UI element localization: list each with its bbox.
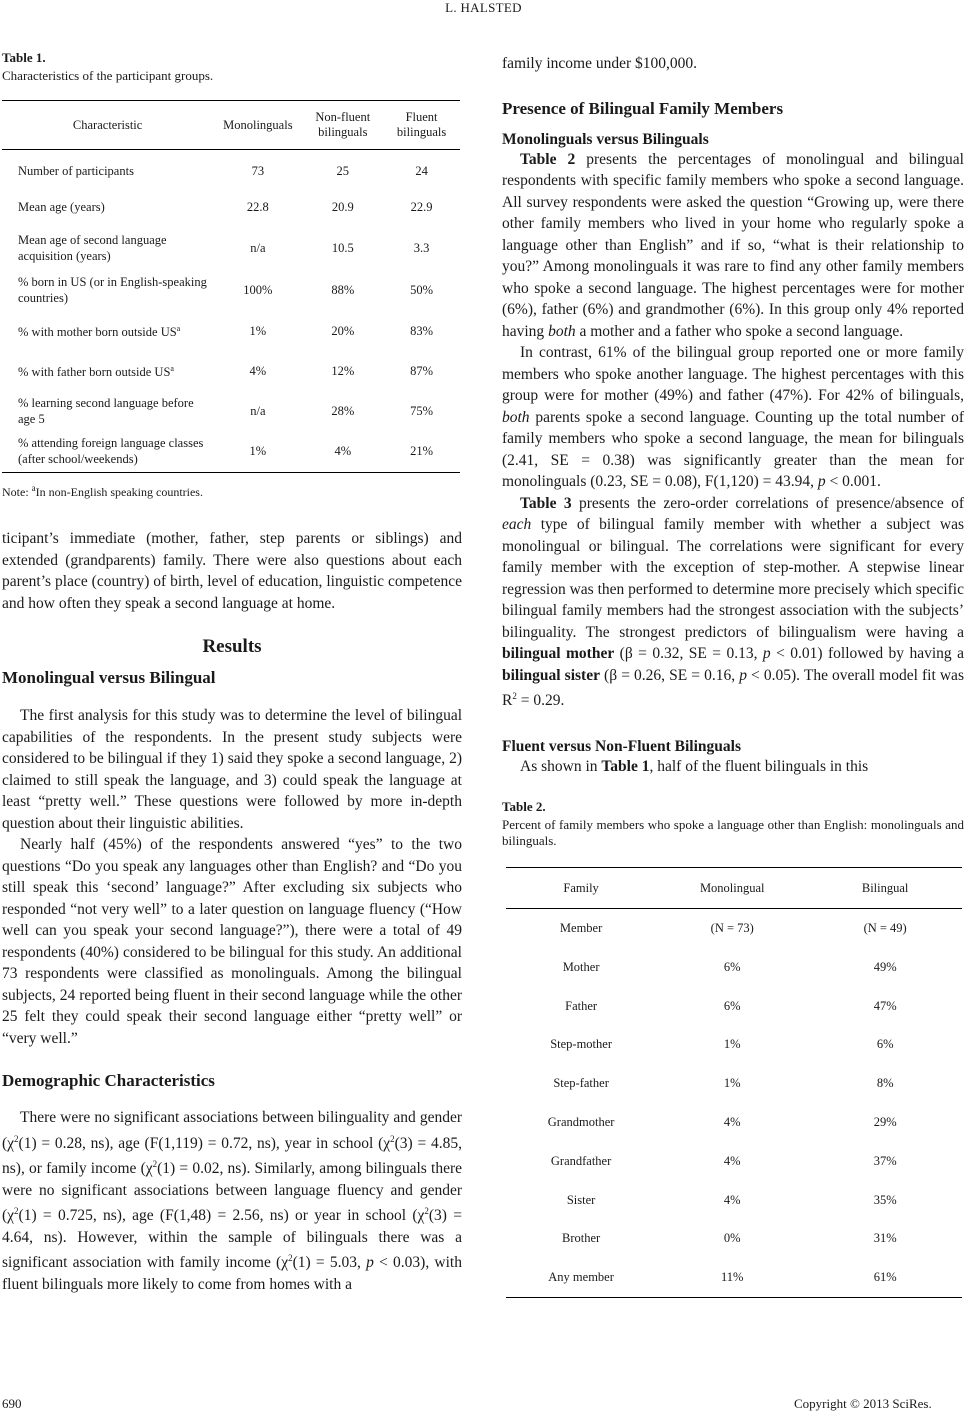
demo-text-2: (1) = 0.28, ns), age (F(1,119) = 0.72, ns), year in school (χ xyxy=(18,1134,391,1152)
table1-cell: 50% xyxy=(410,282,434,297)
table1-row xyxy=(2,269,460,311)
table2-row-label: Sister xyxy=(566,1192,596,1207)
table2-caption-text: Percent of family members who spoke a language other than English: monolinguals and bilinguals. xyxy=(502,817,964,849)
table2-cell: 6% xyxy=(723,959,741,974)
table1-row-label-text: % with father born outside US xyxy=(18,365,171,380)
t3para-p2: p xyxy=(739,666,747,684)
demo-sup-4: 2 xyxy=(14,1206,19,1217)
demo-text-1: There were no significant associations between bilinguality and gender (χ xyxy=(2,1109,462,1152)
table1-row-label xyxy=(2,227,213,269)
table1-cell: 20.9 xyxy=(331,200,354,214)
table1-row-label-text: Mean age (years) xyxy=(18,200,105,214)
table1-cell: 4% xyxy=(334,444,352,459)
table2-cell: 35% xyxy=(873,1192,897,1207)
t2para-text-a: presents the percentages of monolingual and bilingual respondents with specific family members who spoke a second language. All survey respondents were asked the question “Growing up, were there other family members who lived in your home who regularly spoke a language other than English” and if so, “what is their relationship to you?” Among monolinguals it was rare to find any other family members who spoke a second language. The highest percentages were for mother (6%), father (6%) and grandmother (6%). In this group only 4% reported having xyxy=(502,150,964,340)
table2-row xyxy=(506,948,962,987)
table1-cell: 12% xyxy=(331,363,355,378)
table1-cell: 75% xyxy=(410,403,434,418)
table2-cell: 11% xyxy=(721,1270,744,1285)
paragraph-income-continued: family income under $100,000. xyxy=(502,55,697,72)
table2-row-label: Step-mother xyxy=(550,1037,612,1052)
table1-row-label-text: Number of participants xyxy=(18,164,134,179)
table2-cell: 49% xyxy=(873,959,897,974)
table1-row xyxy=(2,311,460,351)
table1-header-monolinguals: Monolinguals xyxy=(213,101,302,150)
ref-table3: Table 3 xyxy=(520,494,572,512)
paragraph-first-analysis: The first analysis for this study was to determine the level of bilingual capabilities of the respondents. In the present study subjects were considered to be bilingual if they 1) said they spoke a second language, 2) claimed to still speak the language, and 3) could speak the language at least “pretty well.” These questions were followed by more in-depth question about their linguistic abilities. xyxy=(2,707,462,832)
heading-monolinguals-vs-bilinguals: Monolinguals versus Bilinguals xyxy=(502,130,709,148)
ref-table2: Table 2 xyxy=(520,150,576,168)
table1-row xyxy=(2,188,460,227)
demo-p-italic: p xyxy=(366,1254,374,1272)
t3para-text-c: (β = 0.32, SE = 0.13, xyxy=(614,645,763,662)
demo-sup-6: 2 xyxy=(288,1253,293,1264)
table2-cell: 0% xyxy=(723,1231,741,1246)
table1-header-fluent: Fluent bilinguals xyxy=(383,101,460,150)
table1-header-row xyxy=(2,101,460,150)
table2-header-family: Family xyxy=(506,868,656,909)
table1 xyxy=(2,100,460,473)
table2-cell: (N = 73) xyxy=(710,921,754,936)
demo-text-7: (1) = 5.03, xyxy=(292,1254,367,1272)
table2-cell: 4% xyxy=(723,1115,741,1130)
table2-cell: (N = 49) xyxy=(863,921,907,936)
table2-cell: 6% xyxy=(723,998,741,1013)
table1-note-sup: a xyxy=(31,483,36,493)
table2-title: Table 2. xyxy=(502,799,546,815)
table2-cell: 1% xyxy=(723,1037,741,1052)
table2-row xyxy=(506,1220,962,1259)
table1-cell: 20% xyxy=(331,323,355,338)
table1-note-text: In non-English speaking countries. xyxy=(35,485,203,499)
table1-cell: 88% xyxy=(331,282,355,297)
table2-header-row xyxy=(506,868,962,909)
table2-row xyxy=(506,1181,962,1220)
table2-header-bilingual: Bilingual xyxy=(808,868,962,909)
table2-row xyxy=(506,909,962,948)
t3para-text-b: type of bilingual family member with whether a subject was monolingual or bilingual. The correlations were significant for every family member with the exception of step-mother. A stepwise linear regression was then performed to determine more precisely which specific bilingual family members had the strongest association with the subjects’ bilinguality. The strongest predictors of bilingualism were having a xyxy=(502,516,964,641)
table1-cell: 100% xyxy=(243,282,273,297)
table1-row-label xyxy=(2,188,213,227)
t3para-text-f: < 0.05). The overall model fit was R xyxy=(502,666,964,710)
table1-cell: 4% xyxy=(249,363,267,378)
table1-cell: n/a xyxy=(250,240,266,255)
t2para-both: both xyxy=(548,322,576,340)
table2-row xyxy=(506,987,962,1026)
fluent-ref-table1: Table 1 xyxy=(601,757,650,775)
t2para-text-b: a mother and a father who spoke a second language. xyxy=(575,322,904,340)
t3para-text-a: presents the zero-order correlations of presence/absence of xyxy=(571,494,964,512)
table2-cell: 4% xyxy=(723,1192,741,1207)
t3para-text-d: < 0.01) followed by having a xyxy=(770,645,964,662)
paragraph-contrast xyxy=(502,342,964,493)
table2-row xyxy=(506,1064,962,1103)
table1-cell: n/a xyxy=(250,403,266,418)
table2-cell: 1% xyxy=(723,1076,741,1091)
table1-cell: 1% xyxy=(249,323,267,338)
table1-row xyxy=(2,431,460,473)
table1-cell: 21% xyxy=(410,444,434,459)
demo-text-4: (1) = 0.02, ns). Similarly, among bilinguals there were no significant associations between language fluency and gender (χ xyxy=(2,1160,462,1225)
table1-row-label-sup: a xyxy=(176,323,181,333)
t3para-p1: p xyxy=(762,645,771,662)
contrast-text-c: < 0.001. xyxy=(825,473,881,490)
table1-row-label-text: % with mother born outside US xyxy=(18,325,177,340)
table1-header-nonfluent: Non-fluent bilinguals xyxy=(302,101,383,150)
demo-text-3: (3) = 4.85, ns), or family income (χ xyxy=(2,1134,462,1178)
paragraph-fluent xyxy=(502,756,964,778)
table1-cell: 3.3 xyxy=(413,240,430,255)
table2-row-label: Step-father xyxy=(553,1076,609,1091)
table1-caption-text: Characteristics of the participant groups. xyxy=(2,68,214,83)
table1-cell: 22.9 xyxy=(410,200,433,214)
table1-cell: 28% xyxy=(331,403,355,418)
table1-caption xyxy=(2,50,462,84)
table1-row-label xyxy=(2,351,213,391)
table1-row-label xyxy=(2,269,213,311)
heading-demographic: Demographic Characteristics xyxy=(2,1071,215,1090)
table1-cell: 83% xyxy=(410,323,434,338)
t3para-bilingual-sister: bilingual sister xyxy=(502,666,600,684)
table2-header-monolingual: Monolingual xyxy=(656,868,808,909)
fluent-text-a: As shown in xyxy=(520,757,602,775)
t3para-each: each xyxy=(502,516,532,533)
left-column xyxy=(2,50,462,1296)
table2-cell: 37% xyxy=(873,1153,897,1168)
table2-row xyxy=(506,1142,962,1181)
contrast-text-a: In contrast, 61% of the bilingual group reported one or more family members who spoke another language. The highest percentages with this group were for mother (49%) and father (47%). For 42% of bilinguals, xyxy=(502,344,964,404)
table1-row-label-text: % born in US (or in English-speaking countries) xyxy=(18,274,207,305)
table1-title: Table 1. xyxy=(2,50,46,65)
table2-cell: 4% xyxy=(723,1153,741,1168)
table2-row-label: Member xyxy=(559,921,603,936)
heading-monolingual-vs-bilingual: Monolingual versus Bilingual xyxy=(2,668,216,687)
heading-results: Results xyxy=(202,636,262,657)
t3para-bilingual-mother: bilingual mother xyxy=(502,645,615,662)
table1-cell: 73 xyxy=(251,164,265,179)
table2-cell: 47% xyxy=(873,998,897,1013)
table2-row-label: Brother xyxy=(562,1231,601,1246)
fluent-text-b: , half of the fluent bilinguals in this xyxy=(649,757,869,775)
demo-text-5: (1) = 0.725, ns), age (F(1,48) = 2.56, ns) or year in school (χ xyxy=(18,1207,425,1225)
table2-row xyxy=(506,1103,962,1142)
table1-cell: 1% xyxy=(249,444,267,459)
heading-fluent-vs-nonfluent: Fluent versus Non-Fluent Bilinguals xyxy=(502,737,741,755)
table1-row xyxy=(2,351,460,391)
table2-row-label: Any member xyxy=(548,1270,614,1285)
demo-sup-1: 2 xyxy=(14,1133,19,1144)
table2-cell: 29% xyxy=(873,1115,897,1130)
table2 xyxy=(506,867,962,1298)
table1-cell: 24 xyxy=(415,164,428,179)
table2-cell: 6% xyxy=(876,1037,894,1052)
contrast-p: p xyxy=(817,473,826,490)
table1-note-prefix: Note: xyxy=(2,485,32,499)
heading-presence-bilingual-family: Presence of Bilingual Family Members xyxy=(502,98,784,118)
table1-row-label-text: % attending foreign language classes (after school/weekends) xyxy=(18,436,204,467)
table2-row-label: Mother xyxy=(562,959,600,974)
paragraph-intro-continued: ticipant’s immediate (mother, father, step parents or siblings) and extended (grandparents) family. There were also questions about each parent’s place (country) of birth, level of education, linguistic competence and how often they speak a second language at home. xyxy=(2,530,462,612)
table2-row xyxy=(506,1258,962,1297)
page-number: 690 xyxy=(2,1396,22,1411)
table1-row xyxy=(2,150,460,188)
copyright: Copyright © 2013 SciRes. xyxy=(794,1396,932,1411)
table1-row-label xyxy=(2,431,213,473)
paragraph-nearly-half: Nearly half (45%) of the respondents answered “yes” to the two questions “Do you speak any languages other than English? and “Do you still speak this ‘second’ language?” After excluding six subjects who responded “not very well” to a later question on language fluency (“How well can you speak your second language?”), there were a total of 49 respondents (40%) considered to be bilingual for this study. An additional 73 respondents were classified as monolinguals. Among the bilingual subjects, 24 reported being fluent in their second language while the other 25 felt they could speak their second language either “pretty well” or “very well.” xyxy=(2,836,462,1047)
table1-row-label xyxy=(2,311,213,351)
table2-cell: 31% xyxy=(873,1231,897,1246)
table1-note xyxy=(2,483,462,500)
table1-cell: 22.8 xyxy=(246,200,269,214)
demo-text-8: < 0.03), with fluent bilinguals more likely to come from homes with a xyxy=(2,1254,462,1294)
t3para-text-e: (β = 0.26, SE = 0.16, xyxy=(599,666,740,684)
table2-caption xyxy=(502,799,964,849)
table1-row xyxy=(2,227,460,269)
table2-row-label: Father xyxy=(565,998,598,1013)
table1-cell: 10.5 xyxy=(331,240,354,255)
table2-cell: 61% xyxy=(873,1270,897,1285)
table1-row-label-sup: a xyxy=(170,363,174,373)
contrast-both: both xyxy=(502,408,530,426)
table1-cell: 87% xyxy=(410,363,434,378)
table1-row-label-text: % learning second language before age 5 xyxy=(18,395,194,426)
demo-text-6: (3) = 4.64, ns). However, within the sample of bilinguals there was a significant association with family income (χ xyxy=(2,1207,462,1272)
paragraph-table2-description xyxy=(502,149,964,343)
contrast-text-b: parents spoke a second language. Counting up the total number of family members who spoke a second language, the mean for bilinguals (2.41, SE = 0.38) was significantly greater than the mean for monolinguals (0.23, SE = 0.08), F(1,120) = 43.94, xyxy=(502,408,964,490)
table1-row-label xyxy=(2,150,213,188)
t3para-r2-sup: 2 xyxy=(512,691,517,701)
table1-row-label xyxy=(2,391,213,431)
demo-sup-5: 2 xyxy=(424,1206,429,1217)
table2-row-label: Grandmother xyxy=(547,1115,615,1130)
running-head: L. HALSTED xyxy=(445,0,522,15)
table1-cell: 25 xyxy=(336,164,350,179)
demo-sup-2: 2 xyxy=(390,1133,395,1144)
table1-row-label-text: Mean age of second language acquisition (years) xyxy=(18,232,167,263)
table2-row xyxy=(506,1026,962,1065)
paragraph-table3-description xyxy=(502,493,964,712)
demo-sup-3: 2 xyxy=(152,1159,158,1170)
right-column xyxy=(502,50,964,1298)
table2-cell: 8% xyxy=(876,1076,894,1091)
table1-header-characteristic: Characteristic xyxy=(2,101,213,150)
table2-row-label: Grandfather xyxy=(550,1153,612,1168)
table1-row xyxy=(2,391,460,431)
paragraph-demographic xyxy=(2,1107,462,1296)
t3para-text-g: = 0.29. xyxy=(516,692,565,710)
